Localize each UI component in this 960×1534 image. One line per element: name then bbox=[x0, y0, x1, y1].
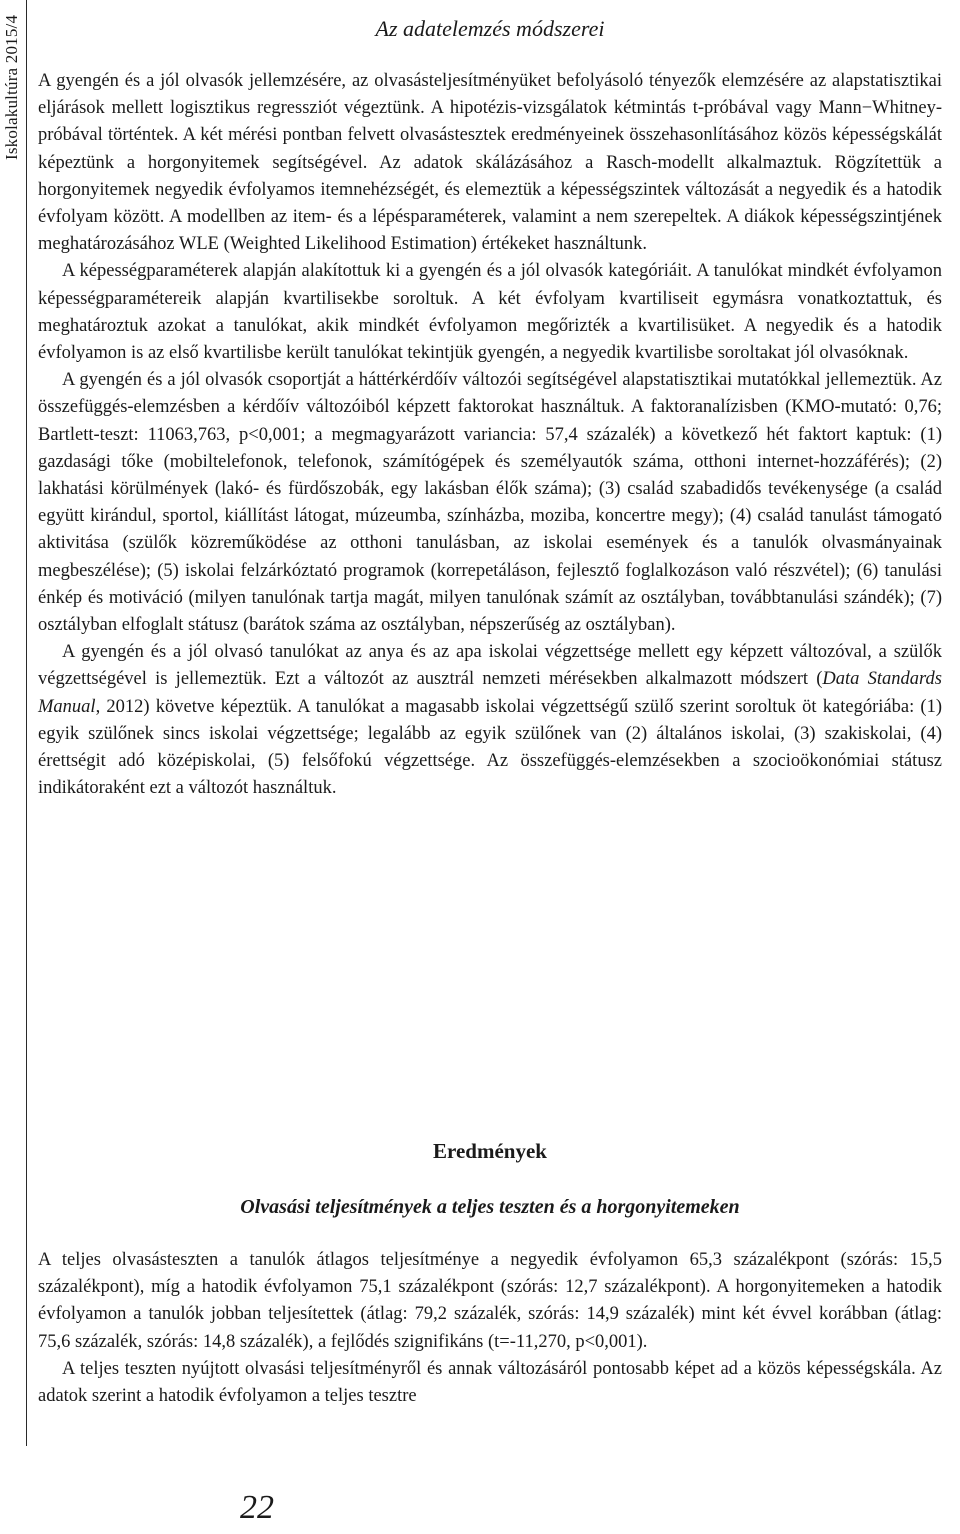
section-title: Az adatelemzés módszerei bbox=[375, 16, 605, 41]
subsection-heading: Olvasási teljesítmények a teljes teszten és a horgonyitemeken bbox=[240, 1196, 740, 1218]
margin-rule bbox=[26, 0, 27, 1446]
paragraph: A teljes olvasásteszten a tanulók átlagos teljesítménye a negyedik évfolyamon 65,3 százalékpont (szórás: 15,5 százalékpont), míg a hatodik évfolyamon 75,1 százalékpont (szórás: 12,7 százalékpont). A horgonyitemeken a hatodik évfolyamon a tanulók jobban teljesítettek (átlag: 79,2 százalék, szórás: 14,9 százalék) mint két évvel korábban (átlag: 75,6 százalék, szórás: 14,8 százalék), a fejlődés szignifikáns (t=-11,270, p<0,001). bbox=[38, 1250, 942, 1352]
page-number: 22 bbox=[240, 1489, 274, 1526]
text-run: A gyengén és a jól olvasó tanulókat az anya és az apa iskolai végzettsége mellett egy képzett változóval, a szülők végzettségével is jellemeztük. Ezt a változót az ausztrál nemzeti mérésekben alkalmazott módszert ( bbox=[38, 642, 942, 690]
running-head bbox=[2, 4, 22, 324]
results-body bbox=[38, 1247, 942, 1410]
paragraph: A gyengén és a jól olvasók jellemzésére, az olvasásteljesítményüket befolyásoló tényezők elemzésére az alapstatisztikai eljárások mellett logisztikus regressziót végeztünk. A hipotézis-vizsgálatok kétmintás t-próbával vagy Mann−Whitney-próbával történtek. A két mérési pontban felvett olvasástesztek eredményeinek összehasonlításához közös képességskálát képeztünk a horgonyitemek segítségével. Az adatok skálázásához a Rasch-modellt alkalmaztuk. Rögzítettük a horgonyitemek negyedik évfolyamos itemnehézségét, és elemeztük a képességszintek változását a negyedik és a hatodik évfolyam között. A modellben az item- és a lépésparaméterek, valamint a nem szerepeltek. A diákok képességszintjének meghatározásához WLE (Weighted Likelihood Estimation) értékeket használtunk. bbox=[38, 71, 942, 255]
paragraph-parents bbox=[38, 639, 942, 802]
paragraph: A teljes teszten nyújtott olvasási teljesítményről és annak változásáról pontosabb képet ad a közös képességskála. Az adatok szerint a hatodik évfolyamon a teljes tesztre bbox=[38, 1358, 942, 1407]
text-run: , 2012) követve képeztük. A tanulókat a magasabb iskolai végzettségű szülő szerint soroltuk öt kategóriába: (1) egyik szülőnek sincs iskolai végzettsége; legalább az egyik szülőnek van (2) általános iskolai, (3) szakiskolai, (4) érettségit adó középiskolai, (5) felsőfokú végzettsége. Az összefüggés-elemzésekben a szocioökonómiai státusz indikátoraként ezt a változót használtuk. bbox=[38, 696, 942, 799]
paragraph: A gyengén és a jól olvasók csoportját a háttérkérdőív változói segítségével alapstatisztikai mutatókkal jellemeztük. Az összefüggés-elemzésben a kérdőív változóiból képzett faktorokat használtuk. A faktoranalízisben (KMO-mutató: 0,76; Bartlett-teszt: 11063,763, p<0,001; a megmagyarázott variancia: 57,4 százalék) a következő hét faktort kaptuk: (1) gazdasági tőke (mobiltelefonok, telefonok, számítógépek és személyautók száma, otthoni internet-hozzáférés); (2) lakhatási körülmények (lakó- és fürdőszobák, egy lakásban élők száma); (3) család szabadidős tevékenysége (a család együtt kirándul, sportol, kiállítást látogat, múzeumba, színházba, moziba, koncertre megy); (4) család tanulást támogató aktivitása (szülők közreműködése az otthoni tanulásban, az iskolai események és a tanulók olvasmányainak megbeszélése); (5) iskolai felzárkóztató programok (korrepetáláson, fejlesztő foglalkozáson való részvétel); (6) tanulási énkép és motiváció (milyen tanulónak tartja magát, milyen tanulónak számít az osztályban, továbbtanulási szándék); (7) osztályban elfoglalt státusz (barátok száma az osztályban, népszerűség az osztályban). bbox=[38, 370, 942, 636]
citation-title: Data Standards Manual bbox=[38, 669, 942, 717]
results-heading: Eredmények bbox=[433, 1139, 547, 1163]
methods-body bbox=[38, 68, 942, 802]
paragraph: A képességparaméterek alapján alakítottuk ki a gyengén és a jól olvasók kategóriáit. A tanulókat mindkét évfolyamon képességparamétereik alapján kvartilisekbe soroltuk. A két évfolyam kvartiliseit egymásra vonatkoztattuk, és meghatároztuk azokat a tanulókat, akik mindkét évfolyamon megőrizték a kvartilisüket. A negyedik és a hatodik évfolyamon is az első kvartilisbe került tanulókat tekintjük gyengén, a negyedik kvartilisbe soroltakat jól olvasóknak. bbox=[38, 261, 942, 364]
running-head-text: Iskolakultúra 2015/4 bbox=[2, 14, 21, 160]
